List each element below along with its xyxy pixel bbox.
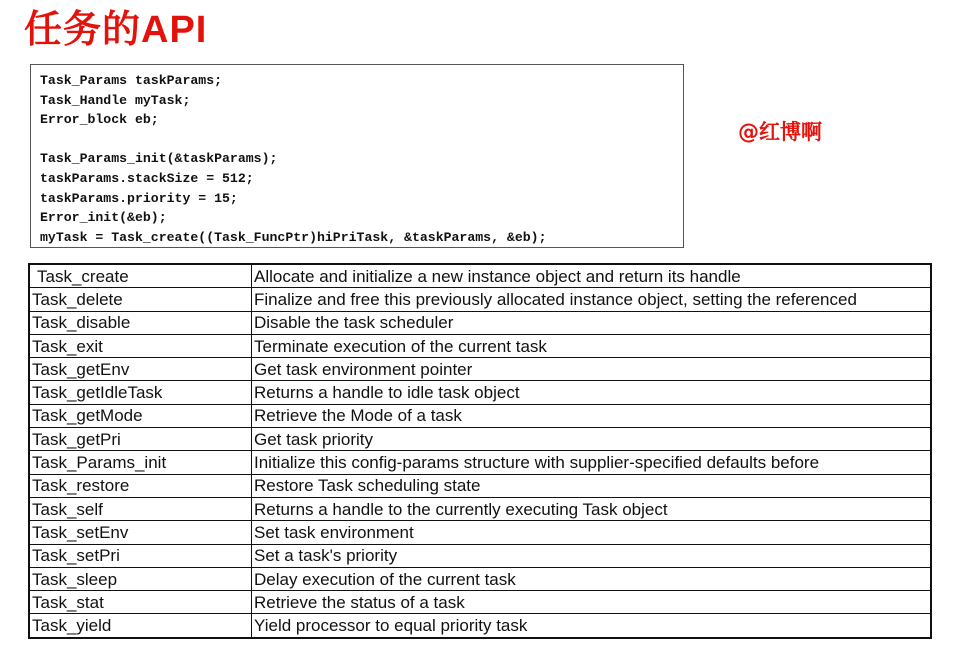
api-function-description: Get task priority bbox=[252, 428, 932, 451]
table-row bbox=[29, 614, 931, 638]
table-row bbox=[29, 288, 931, 311]
table-row bbox=[29, 381, 931, 404]
code-line: Task_Handle myTask; bbox=[40, 92, 191, 108]
api-function-name: Task_setPri bbox=[29, 544, 252, 567]
watermark: @红博啊 bbox=[738, 120, 822, 144]
api-function-name: Task_yield bbox=[29, 614, 252, 638]
table-row bbox=[29, 497, 931, 520]
table-row bbox=[29, 264, 931, 288]
table-row bbox=[29, 404, 931, 427]
table-row bbox=[29, 567, 931, 590]
api-function-description: Yield processor to equal priority task bbox=[252, 614, 932, 638]
table-row bbox=[29, 521, 931, 544]
table-row bbox=[29, 311, 931, 334]
api-function-name: Task_getPri bbox=[29, 428, 252, 451]
api-function-description: Get task environment pointer bbox=[252, 358, 932, 381]
table-row bbox=[29, 358, 931, 381]
api-function-name: Task_getEnv bbox=[29, 358, 252, 381]
code-line: myTask = Task_create((Task_FuncPtr)hiPriTask, &taskParams, &eb); bbox=[40, 229, 547, 245]
api-function-name: Task_sleep bbox=[29, 567, 252, 590]
api-function-name: Task_setEnv bbox=[29, 521, 252, 544]
table-row bbox=[29, 334, 931, 357]
api-function-description: Retrieve the Mode of a task bbox=[252, 404, 932, 427]
api-function-name: Task_disable bbox=[29, 311, 252, 334]
api-function-description: Set a task's priority bbox=[252, 544, 932, 567]
api-table bbox=[28, 263, 932, 639]
api-function-name: Task_delete bbox=[29, 288, 252, 311]
code-line: Task_Params taskParams; bbox=[40, 73, 223, 88]
api-function-name: Task_self bbox=[29, 497, 252, 520]
api-function-description: Terminate execution of the current task bbox=[252, 334, 932, 357]
api-function-name: Task_create bbox=[29, 264, 252, 288]
code-listing bbox=[40, 71, 546, 247]
api-function-description: Retrieve the status of a task bbox=[252, 591, 932, 614]
api-function-description: Initialize this config-params structure with supplier-specified defaults before bbox=[252, 451, 932, 474]
table-row bbox=[29, 544, 931, 567]
api-function-description: Delay execution of the current task bbox=[252, 567, 932, 590]
code-blank-line bbox=[40, 130, 546, 150]
api-table-body bbox=[29, 264, 931, 638]
api-function-description: Restore Task scheduling state bbox=[252, 474, 932, 497]
api-function-name: Task_restore bbox=[29, 474, 252, 497]
api-function-name: Task_getIdleTask bbox=[29, 381, 252, 404]
code-block bbox=[30, 64, 684, 248]
code-line: Error_init(&eb); bbox=[40, 210, 167, 226]
code-line: taskParams.stackSize = 512; bbox=[40, 170, 254, 186]
code-line: taskParams.priority = 15; bbox=[40, 190, 238, 206]
slide-title: 任务的API bbox=[24, 9, 208, 51]
api-function-description: Disable the task scheduler bbox=[252, 311, 932, 334]
table-row bbox=[29, 474, 931, 497]
api-function-name: Task_getMode bbox=[29, 404, 252, 427]
api-function-name: Task_stat bbox=[29, 591, 252, 614]
table-row bbox=[29, 591, 931, 614]
table-row bbox=[29, 428, 931, 451]
api-function-description: Returns a handle to the currently executing Task object bbox=[252, 497, 932, 520]
table-row bbox=[29, 451, 931, 474]
code-line: Task_Params_init(&taskParams); bbox=[40, 151, 278, 167]
api-function-description: Allocate and initialize a new instance object and return its handle bbox=[252, 264, 932, 288]
api-function-description: Returns a handle to idle task object bbox=[252, 381, 932, 404]
api-function-name: Task_exit bbox=[29, 334, 252, 357]
api-function-description: Set task environment bbox=[252, 521, 932, 544]
api-function-description: Finalize and free this previously allocated instance object, setting the referenced bbox=[252, 288, 932, 311]
api-function-name: Task_Params_init bbox=[29, 451, 252, 474]
code-line: Error_block eb; bbox=[40, 112, 159, 128]
